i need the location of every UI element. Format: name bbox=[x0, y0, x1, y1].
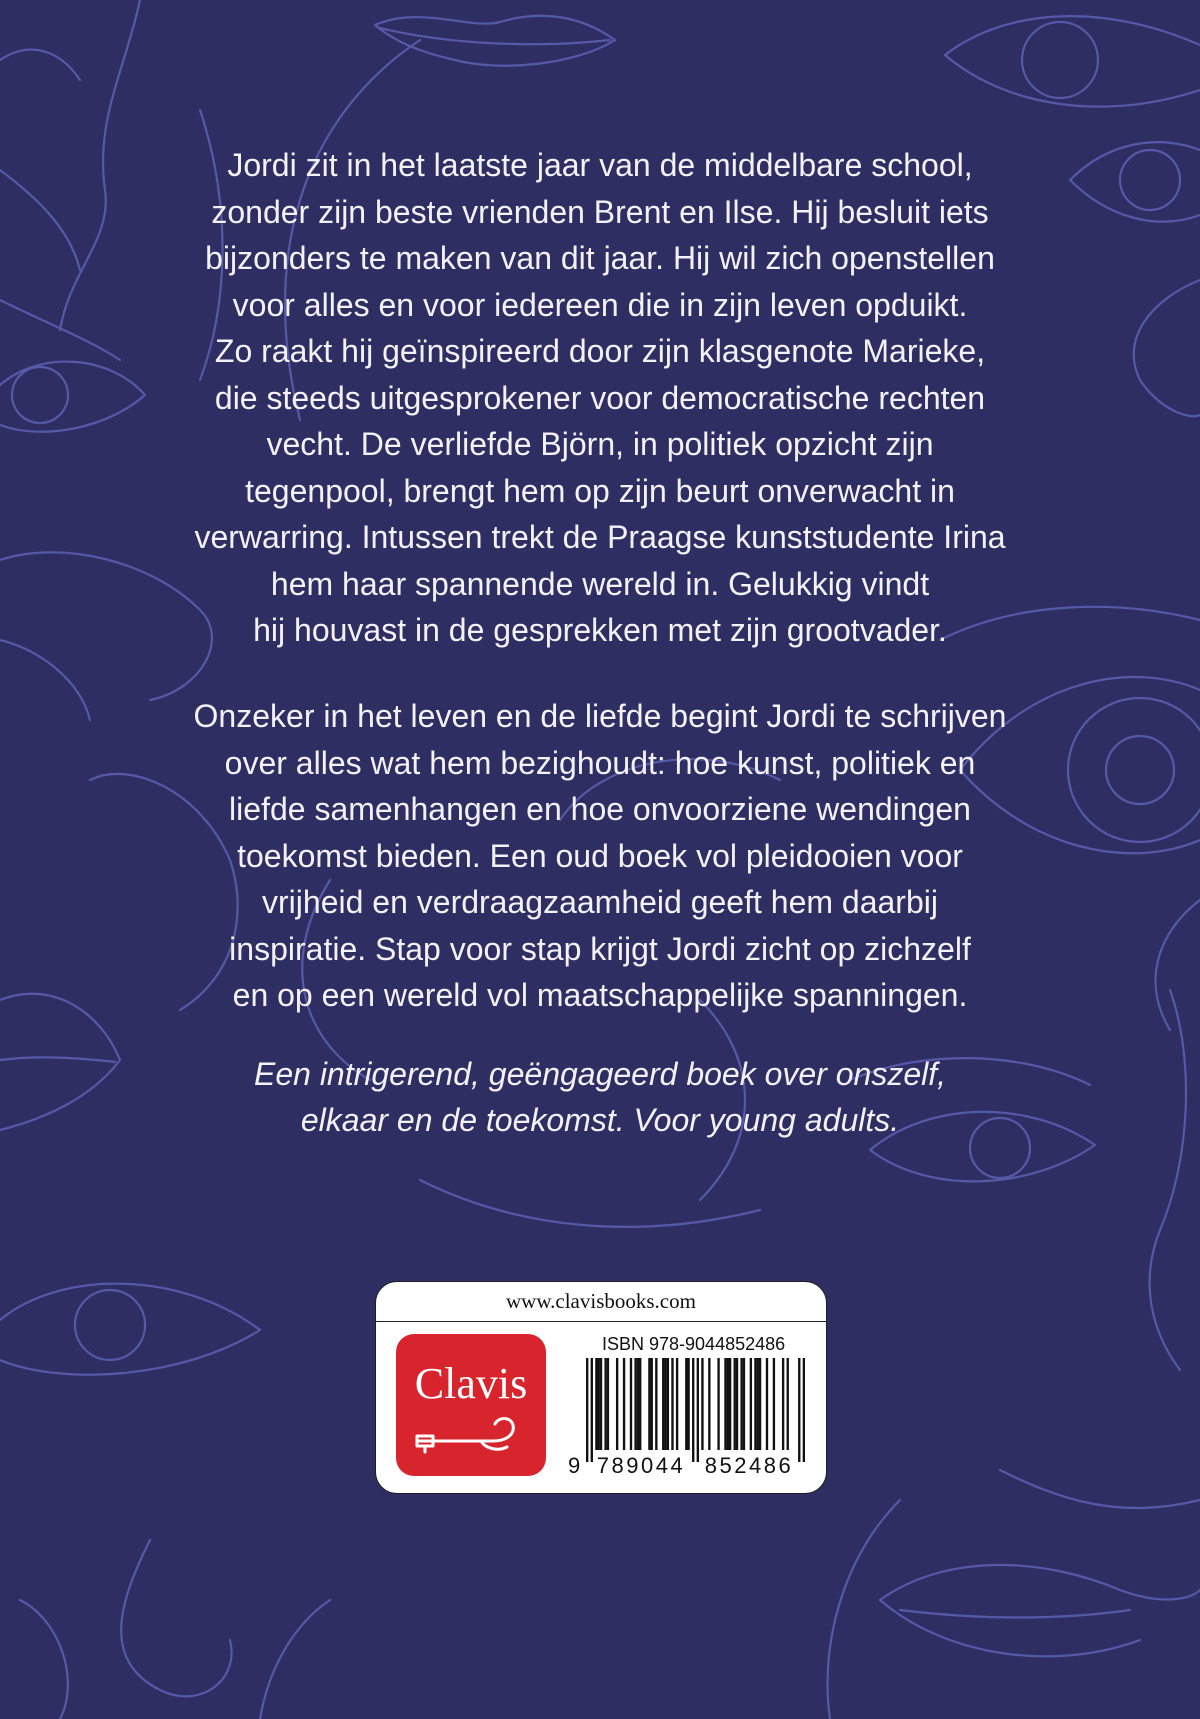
blurb-line: verwarring. Intussen trekt de Praagse kunststudente Irina bbox=[194, 519, 1006, 555]
barcode-bar bbox=[671, 1358, 673, 1450]
barcode-bar bbox=[637, 1358, 639, 1450]
barcode-bar bbox=[729, 1358, 731, 1450]
ean-right-digits: 852486 bbox=[704, 1453, 794, 1478]
blurb-line: en op een wereld vol maatschappelijke spanningen. bbox=[232, 977, 968, 1013]
barcode-bar bbox=[754, 1358, 756, 1450]
blurb-line: liefde samenhangen en hoe onvoorziene wendingen bbox=[229, 791, 971, 827]
barcode-bar bbox=[724, 1358, 726, 1450]
blurb-line: Jordi zit in het laatste jaar van de middelbare school, bbox=[227, 147, 973, 183]
key-icon bbox=[411, 1414, 531, 1458]
barcode-bar bbox=[708, 1358, 710, 1450]
isbn-number: ISBN 978-9044852486 bbox=[602, 1334, 786, 1354]
blurb-line: hij houvast in de gesprekken met zijn grootvader. bbox=[253, 612, 947, 648]
publisher-website: www.clavisbooks.com bbox=[376, 1282, 826, 1322]
barcode-bar bbox=[676, 1358, 678, 1450]
barcode-bar bbox=[750, 1358, 752, 1450]
barcode-bar bbox=[787, 1358, 789, 1450]
barcode-bar bbox=[685, 1358, 687, 1450]
barcode-bar bbox=[630, 1358, 632, 1450]
barcode-bar bbox=[586, 1358, 588, 1462]
ean-left-digits: 789044 bbox=[596, 1453, 686, 1478]
barcode-bar bbox=[598, 1358, 600, 1450]
blurb-line: vecht. De verliefde Björn, in politiek opzicht zijn bbox=[266, 426, 934, 462]
barcode-bar bbox=[595, 1358, 597, 1450]
barcode-bar bbox=[655, 1358, 657, 1450]
barcode-bar bbox=[687, 1358, 689, 1450]
barcode-bar bbox=[740, 1358, 742, 1450]
clavis-logo bbox=[396, 1334, 546, 1476]
barcode-bar bbox=[623, 1358, 625, 1450]
blurb-line: Onzeker in het leven en de liefde begint Jordi te schrijven bbox=[193, 698, 1007, 734]
barcode-bar bbox=[604, 1358, 606, 1450]
logo-wordmark: Clavis bbox=[414, 1359, 528, 1408]
barcode-bar bbox=[803, 1358, 805, 1462]
barcode-bar bbox=[692, 1358, 694, 1462]
blurb-line: tegenpool, brengt hem op zijn beurt onverwacht in bbox=[245, 472, 955, 509]
ean-first-digit: 9 bbox=[568, 1453, 581, 1478]
barcode-bar bbox=[648, 1358, 650, 1450]
barcode-bar bbox=[734, 1358, 736, 1450]
barcode-bar bbox=[766, 1358, 768, 1450]
tagline bbox=[0, 1051, 1200, 1143]
barcode-bar bbox=[717, 1358, 719, 1450]
barcode-bar bbox=[591, 1358, 593, 1462]
blurb-line: Zo raakt hij geïnspireerd door zijn klasgenote Marieke, bbox=[214, 333, 986, 369]
bottom-left-nose-line-drawing bbox=[20, 1540, 330, 1719]
blurb-line: toekomst bieden. Een oud boek vol pleidooien voor bbox=[237, 837, 963, 874]
barcode-bar bbox=[616, 1358, 618, 1450]
bottom-right-lips-line-drawing bbox=[828, 1470, 1200, 1719]
blurb-line: bijzonders te maken van dit jaar. Hij wil zich openstellen bbox=[205, 240, 995, 276]
barcode-bar bbox=[798, 1358, 800, 1462]
barcode-bar bbox=[667, 1358, 669, 1450]
barcode-bar bbox=[727, 1358, 729, 1450]
barcode-bar bbox=[634, 1358, 636, 1450]
blurb-line: zonder zijn beste vrienden Brent en Ilse. Hij besluit iets bbox=[211, 193, 989, 230]
blurb-paragraph-2 bbox=[0, 693, 1200, 1019]
barcode-bar bbox=[773, 1358, 775, 1450]
blurb-line: voor alles en voor iedereen die in zijn leven opduikt. bbox=[232, 286, 968, 323]
blurb-line: vrijheid en verdraagzaamheid geeft hem daarbij bbox=[262, 884, 938, 920]
barcode-bar bbox=[662, 1358, 664, 1450]
barcode-bar bbox=[664, 1358, 666, 1450]
blurb-line: inspiratie. Stap voor stap krijgt Jordi zicht op zichzelf bbox=[229, 930, 971, 967]
isbn-barcode-box bbox=[375, 1281, 827, 1494]
barcode-bar bbox=[743, 1358, 745, 1450]
barcode-bar bbox=[757, 1358, 759, 1450]
barcode-bar bbox=[782, 1358, 784, 1450]
barcode-bar bbox=[701, 1358, 703, 1450]
tagline-line: elkaar en de toekomst. Voor young adults. bbox=[300, 1102, 900, 1138]
barcode-bar bbox=[600, 1358, 602, 1450]
ean13-barcode bbox=[586, 1358, 805, 1464]
tagline-line: Een intrigerend, geëngageerd boek over onszelf, bbox=[253, 1056, 947, 1092]
barcode-bar bbox=[639, 1358, 641, 1450]
blurb-line: die steeds uitgesprokener voor democratische rechten bbox=[214, 379, 986, 416]
bottom-left-eye-line-drawing bbox=[0, 1284, 260, 1375]
barcode-bar bbox=[736, 1358, 738, 1450]
blurb-paragraph-1 bbox=[0, 142, 1200, 654]
blurb-line: over alles wat hem bezighoudt: hoe kunst, politiek en bbox=[224, 744, 976, 781]
barcode-bar bbox=[759, 1358, 761, 1450]
barcode-bar bbox=[697, 1358, 699, 1462]
right-lower-eye-line-drawing bbox=[850, 990, 1186, 1370]
barcode-bar bbox=[651, 1358, 653, 1450]
barcode-bar bbox=[607, 1358, 609, 1450]
blurb-line: hem haar spannende wereld in. Gelukkig vindt bbox=[270, 565, 930, 602]
